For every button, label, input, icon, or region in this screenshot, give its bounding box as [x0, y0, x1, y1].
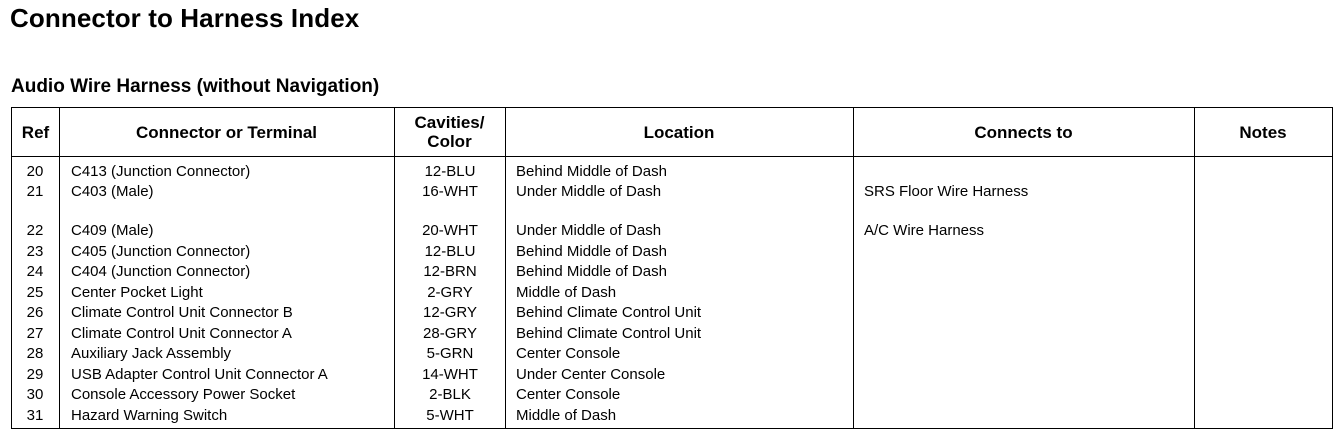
location-cell: Middle of Dash	[516, 284, 617, 301]
ref-cell: 20	[26, 163, 44, 180]
connector-cell: C404 (Junction Connector)	[71, 263, 251, 280]
location-cell: Behind Climate Control Unit	[516, 304, 702, 321]
cavities-cell: 20-WHT	[422, 222, 478, 239]
header-cavities	[394, 108, 505, 156]
ref-cell: 30	[26, 386, 44, 403]
section-title: Audio Wire Harness (without Navigation)	[11, 76, 380, 97]
cavities-cell: 16-WHT	[422, 183, 478, 200]
header-connects-to: Connects to	[974, 122, 1073, 142]
cavities-cell: 12-BLU	[424, 163, 476, 180]
cavities-cell: 28-GRY	[423, 325, 477, 342]
location-cell: Behind Middle of Dash	[516, 263, 667, 280]
header-location: Location	[643, 122, 715, 142]
connector-cell: C413 (Junction Connector)	[71, 163, 251, 180]
header-cavities-line2: Color	[427, 132, 472, 151]
connector-cell: Climate Control Unit Connector B	[71, 304, 293, 321]
connector-cell: Hazard Warning Switch	[71, 407, 228, 424]
location-cell: Center Console	[516, 345, 621, 362]
cavities-cell: 12-GRY	[423, 304, 477, 321]
connects-to-cell: SRS Floor Wire Harness	[864, 183, 1029, 200]
header-ref: Ref	[21, 122, 50, 142]
location-cell: Under Center Console	[516, 366, 666, 383]
cavities-cell: 2-BLK	[429, 386, 471, 403]
ref-cell: 26	[26, 304, 44, 321]
connector-cell: Auxiliary Jack Assembly	[71, 345, 232, 362]
header-divider	[12, 156, 1332, 157]
location-cell: Behind Middle of Dash	[516, 163, 667, 180]
connector-cell: Console Accessory Power Socket	[71, 386, 296, 403]
header-connector: Connector or Terminal	[135, 122, 318, 142]
cavities-cell: 5-GRN	[426, 345, 474, 362]
ref-cell: 28	[26, 345, 44, 362]
connector-cell: C409 (Male)	[71, 222, 154, 239]
location-cell: Middle of Dash	[516, 407, 617, 424]
cavities-cell: 2-GRY	[427, 284, 473, 301]
ref-cell: 24	[26, 263, 44, 280]
cavities-cell: 5-WHT	[426, 407, 474, 424]
connector-cell: Climate Control Unit Connector A	[71, 325, 292, 342]
location-cell: Under Middle of Dash	[516, 222, 662, 239]
header-cavities-line1: Cavities/	[414, 113, 485, 132]
ref-cell: 31	[26, 407, 44, 424]
location-cell: Center Console	[516, 386, 621, 403]
ref-cell: 21	[26, 183, 44, 200]
connector-cell: Center Pocket Light	[71, 284, 203, 301]
connects-to-cell: A/C Wire Harness	[864, 222, 985, 239]
cavities-cell: 12-BLU	[424, 243, 476, 260]
ref-cell: 27	[26, 325, 44, 342]
cavities-cell: 14-WHT	[422, 366, 478, 383]
connector-cell: C403 (Male)	[71, 183, 154, 200]
ref-cell: 25	[26, 284, 44, 301]
location-cell: Under Middle of Dash	[516, 183, 662, 200]
location-cell: Behind Middle of Dash	[516, 243, 667, 260]
connector-table	[11, 107, 1333, 429]
location-cell: Behind Climate Control Unit	[516, 325, 702, 342]
ref-cell: 23	[26, 243, 44, 260]
header-notes: Notes	[1239, 122, 1287, 142]
page-title: Connector to Harness Index	[10, 3, 360, 33]
ref-cell: 29	[26, 366, 44, 383]
cavities-cell: 12-BRN	[423, 263, 477, 280]
connector-cell: C405 (Junction Connector)	[71, 243, 251, 260]
connector-cell: USB Adapter Control Unit Connector A	[71, 366, 328, 383]
ref-cell: 22	[26, 222, 44, 239]
